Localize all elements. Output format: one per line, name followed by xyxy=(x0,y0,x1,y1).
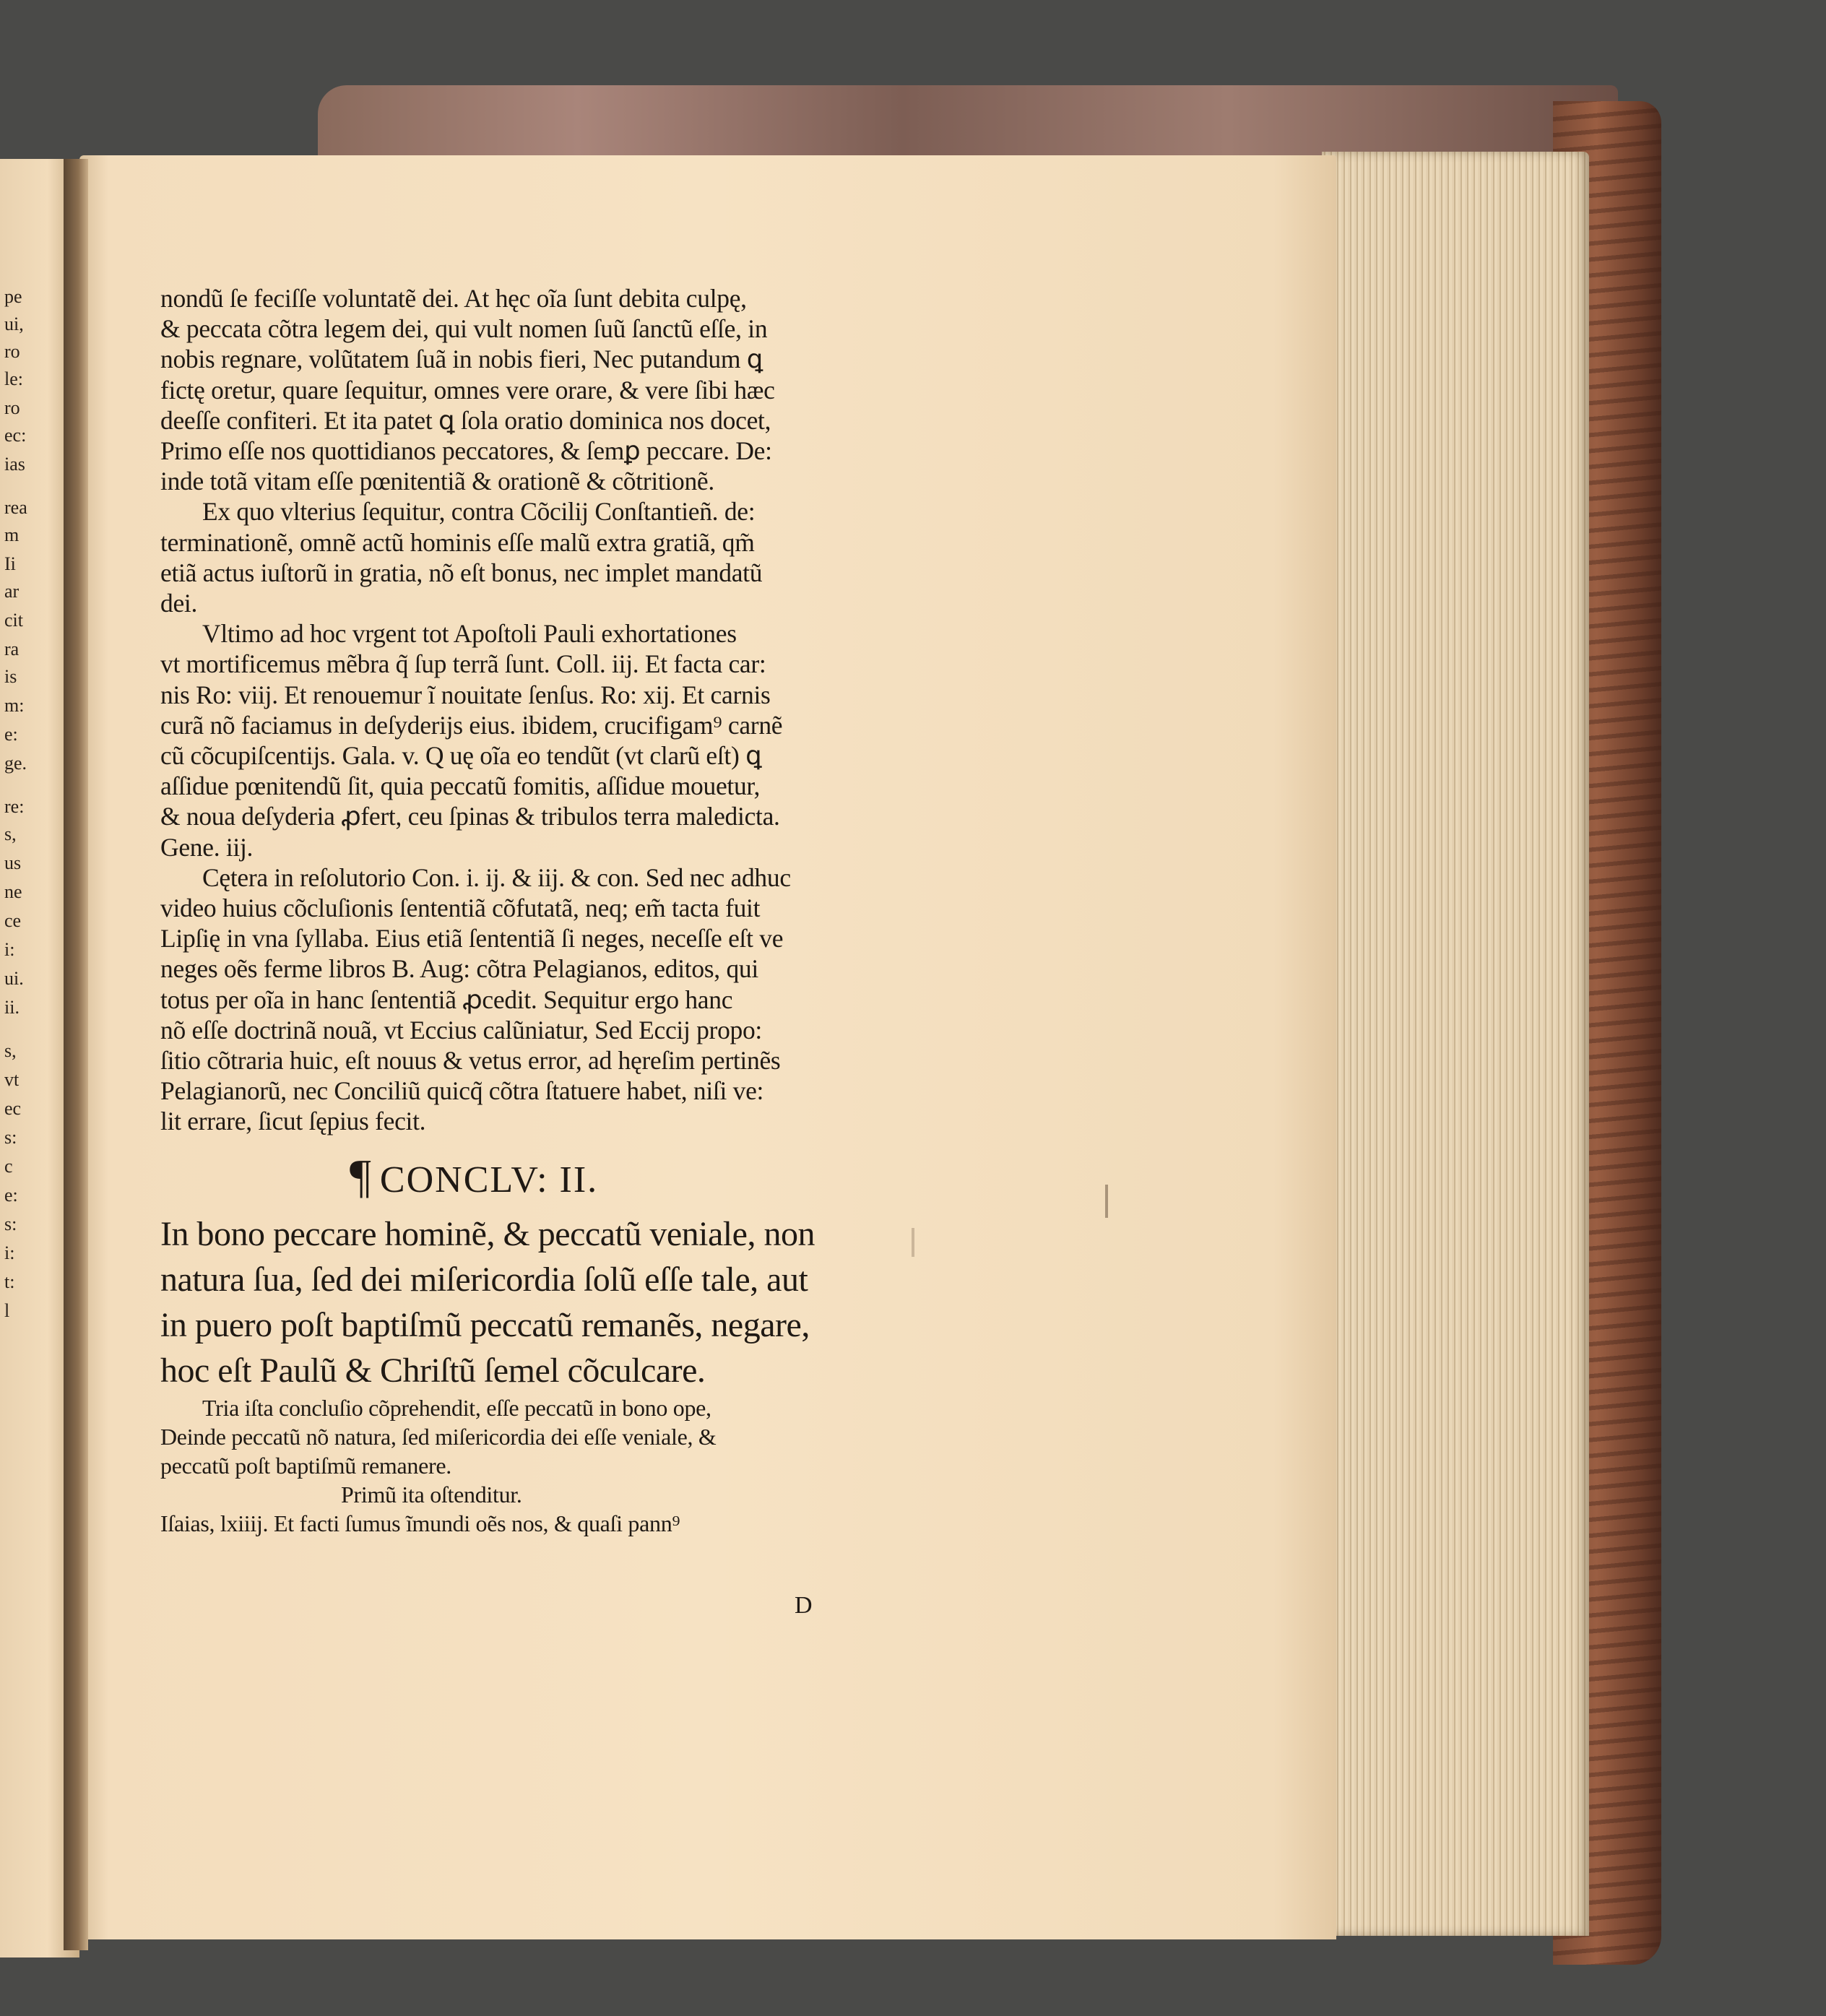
text-line: In bono peccare hominẽ, & peccatũ veniale, non xyxy=(160,1214,815,1253)
left-page-fragment: rea xyxy=(4,497,27,518)
left-page-fragment: i: xyxy=(4,1242,15,1263)
text-line: hoc eſt Paulũ & Chriſtũ ſemel cõculcare. xyxy=(160,1351,706,1390)
text-line: aſſidue pœnitendũ ſit, quia peccatũ fomitis, aſſidue mouetur, xyxy=(160,771,761,801)
left-page-fragment: pe xyxy=(4,286,22,307)
text-line: peccatũ poſt baptiſmũ remanere. xyxy=(160,1452,451,1479)
text-line: cũ cõcupiſcentijs. Gala. v. Q uę oĩa eo tendũt (vt clarũ eſt) ꝗ xyxy=(160,741,762,771)
left-page-fragment: t: xyxy=(4,1271,15,1292)
text-line: terminationẽ, omnẽ actũ hominis eſſe malũ extra gratiã, qm̃ xyxy=(160,527,755,557)
paragraph-5 xyxy=(160,1393,912,1480)
text-line: neges oẽs ferme libros B. Aug: cõtra Pelagianos, editos, qui xyxy=(160,954,758,984)
left-page-fragment: e: xyxy=(4,724,18,745)
left-page-fragment: ui, xyxy=(4,313,24,334)
left-page-fragment: s: xyxy=(4,1214,17,1234)
pilcrow-mark: ¶ xyxy=(350,1149,373,1203)
text-line: nis Ro: viij. Et renouemur ĩ nouitate ſenſus. Ro: xij. Et carnis xyxy=(160,680,771,709)
page-fore-edge xyxy=(1322,152,1589,1936)
signature-mark: D xyxy=(795,1592,813,1619)
left-page-fragment: le: xyxy=(4,368,23,389)
paragraph-1 xyxy=(160,283,912,496)
left-page-fragment: ro xyxy=(4,397,20,418)
text-line: Lipſię in vna ſyllaba. Eius etiã ſententiã ſi neges, neceſſe eſt ve xyxy=(160,924,784,953)
left-page-fragment: l xyxy=(4,1300,10,1321)
left-page-fragment: s, xyxy=(4,1040,17,1061)
left-page-fragment: e: xyxy=(4,1185,18,1206)
conclusion-text xyxy=(160,1211,912,1393)
left-page-fragment: ne xyxy=(4,881,22,902)
page-mark xyxy=(1105,1185,1108,1218)
text-line: nobis regnare, volũtatem ſuã in nobis fieri, Nec putandum ꝗ xyxy=(160,345,763,374)
text-line: etiã actus iuſtorũ in gratia, nõ eſt bonus, nec implet mandatũ xyxy=(160,558,763,587)
left-page-fragment: ii. xyxy=(4,997,20,1018)
text-line: inde totã vitam eſſe pœnitentiã & orationẽ & cõtritionẽ. xyxy=(160,467,714,496)
left-page-fragment: is xyxy=(4,666,17,687)
left-page-fragment: ias xyxy=(4,454,25,475)
left-page-fragment: s, xyxy=(4,823,17,844)
left-page-fragment: cit xyxy=(4,610,23,631)
left-page-fragment: ge. xyxy=(4,753,27,774)
heading-text: CONCLV: II. xyxy=(379,1159,599,1200)
left-page-fragment: re: xyxy=(4,796,25,817)
left-page-fragment: m xyxy=(4,524,20,545)
left-page-fragment: ce xyxy=(4,910,22,931)
text-line: Cętera in reſolutorio Con. i. ij. & iij. & con. Sed nec adhuc xyxy=(202,862,791,892)
left-page-fragment: ec xyxy=(4,1098,22,1119)
text-line: deeſſe confiteri. Et ita patet ꝗ ſola oratio dominica nos docet, xyxy=(160,405,771,435)
last-line: Iſaias, lxiiij. Et facti ſumus ĩmundi oẽs nos, & quaſi pann⁹ xyxy=(160,1510,680,1536)
text-line: Pelagianorũ, nec Conciliũ quicq̃ cõtra ſtatuere habet, niſi ve: xyxy=(160,1076,764,1106)
text-line: Primo eſſe nos quottidianos peccatores, & ſemꝑ peccare. De: xyxy=(160,436,772,466)
left-page-fragment: Ii xyxy=(4,553,16,574)
left-page-fragment: ui. xyxy=(4,968,24,989)
text-line: Gene. iij. xyxy=(160,832,254,862)
centered-line: Primũ ita oſtenditur. xyxy=(341,1481,522,1507)
text-line: Ex quo vlterius ſequitur, contra Cõcilij Conſtantieñ. de: xyxy=(202,497,756,527)
text-line: natura ſua, ſed dei miſericordia ſolũ eſſe tale, aut xyxy=(160,1260,808,1299)
text-line: fictę oretur, quare ſequitur, omnes vere orare, & vere ſibi hæc xyxy=(160,375,775,405)
text-line: Vltimo ad hoc vrgent tot Apoſtoli Pauli exhortationes xyxy=(202,619,737,649)
left-page-fragment: i: xyxy=(4,939,15,960)
left-page-fragment: c xyxy=(4,1156,13,1177)
text-line: ſitio cõtraria huic, eſt nouus & vetus error, ad hęreſim pertinẽs xyxy=(160,1046,781,1076)
page-text xyxy=(160,283,912,1538)
text-line: vt mortificemus mẽbra q̃ ſup terrã ſunt. Coll. iij. Et facta car: xyxy=(160,649,766,679)
text-line: dei. xyxy=(160,589,198,618)
text-line: nondũ ſe feciſſe voluntatẽ dei. At hęc oĩa ſunt debita culpę, xyxy=(160,284,747,313)
left-page-fragment: vt xyxy=(4,1069,20,1090)
left-page-fragment: ar xyxy=(4,581,20,602)
left-page-fragment: ro xyxy=(4,341,20,362)
conclusion-heading xyxy=(350,1151,912,1206)
text-line: & noua deſyderia ꝓfert, ceu ſpinas & tribulos terra maledicta. xyxy=(160,802,780,831)
left-page-fragment: m: xyxy=(4,695,25,716)
left-page-fragment: ec: xyxy=(4,425,27,446)
book-gutter xyxy=(64,159,88,1950)
left-page-fragment: s: xyxy=(4,1127,17,1148)
text-line: Deinde peccatũ nõ natura, ſed miſericordia dei eſſe veniale, & xyxy=(160,1423,717,1450)
text-line: nõ eſſe doctrinã nouã, vt Eccius calũniatur, Sed Eccij propo: xyxy=(160,1015,762,1044)
paragraph-2 xyxy=(160,496,912,618)
text-line: in puero poſt baptiſmũ peccatũ remanẽs, negare, xyxy=(160,1305,810,1344)
text-line: totus per oĩa in hanc ſententiã ꝓcedit. Sequitur ergo hanc xyxy=(160,985,733,1014)
left-page-fragment: ra xyxy=(4,639,20,659)
paragraph-4 xyxy=(160,862,912,1137)
text-line: curã nõ faciamus in deſyderijs eius. ibidem, crucifigam⁹ carnẽ xyxy=(160,710,783,740)
text-line: Tria iſta concluſio cõprehendit, eſſe peccatũ in bono ope, xyxy=(202,1394,711,1421)
paragraph-3 xyxy=(160,618,912,862)
left-page-fragment: us xyxy=(4,852,22,873)
page-mark xyxy=(912,1228,914,1257)
text-line: video huius cõcluſionis ſententiã cõfutatã, neq; em̃ tacta fuit xyxy=(160,894,761,923)
text-line: lit errare, ſicut ſępius fecit. xyxy=(160,1107,426,1136)
text-line: & peccata cõtra legem dei, qui vult nomen ſuũ ſanctũ eſſe, in xyxy=(160,314,768,344)
